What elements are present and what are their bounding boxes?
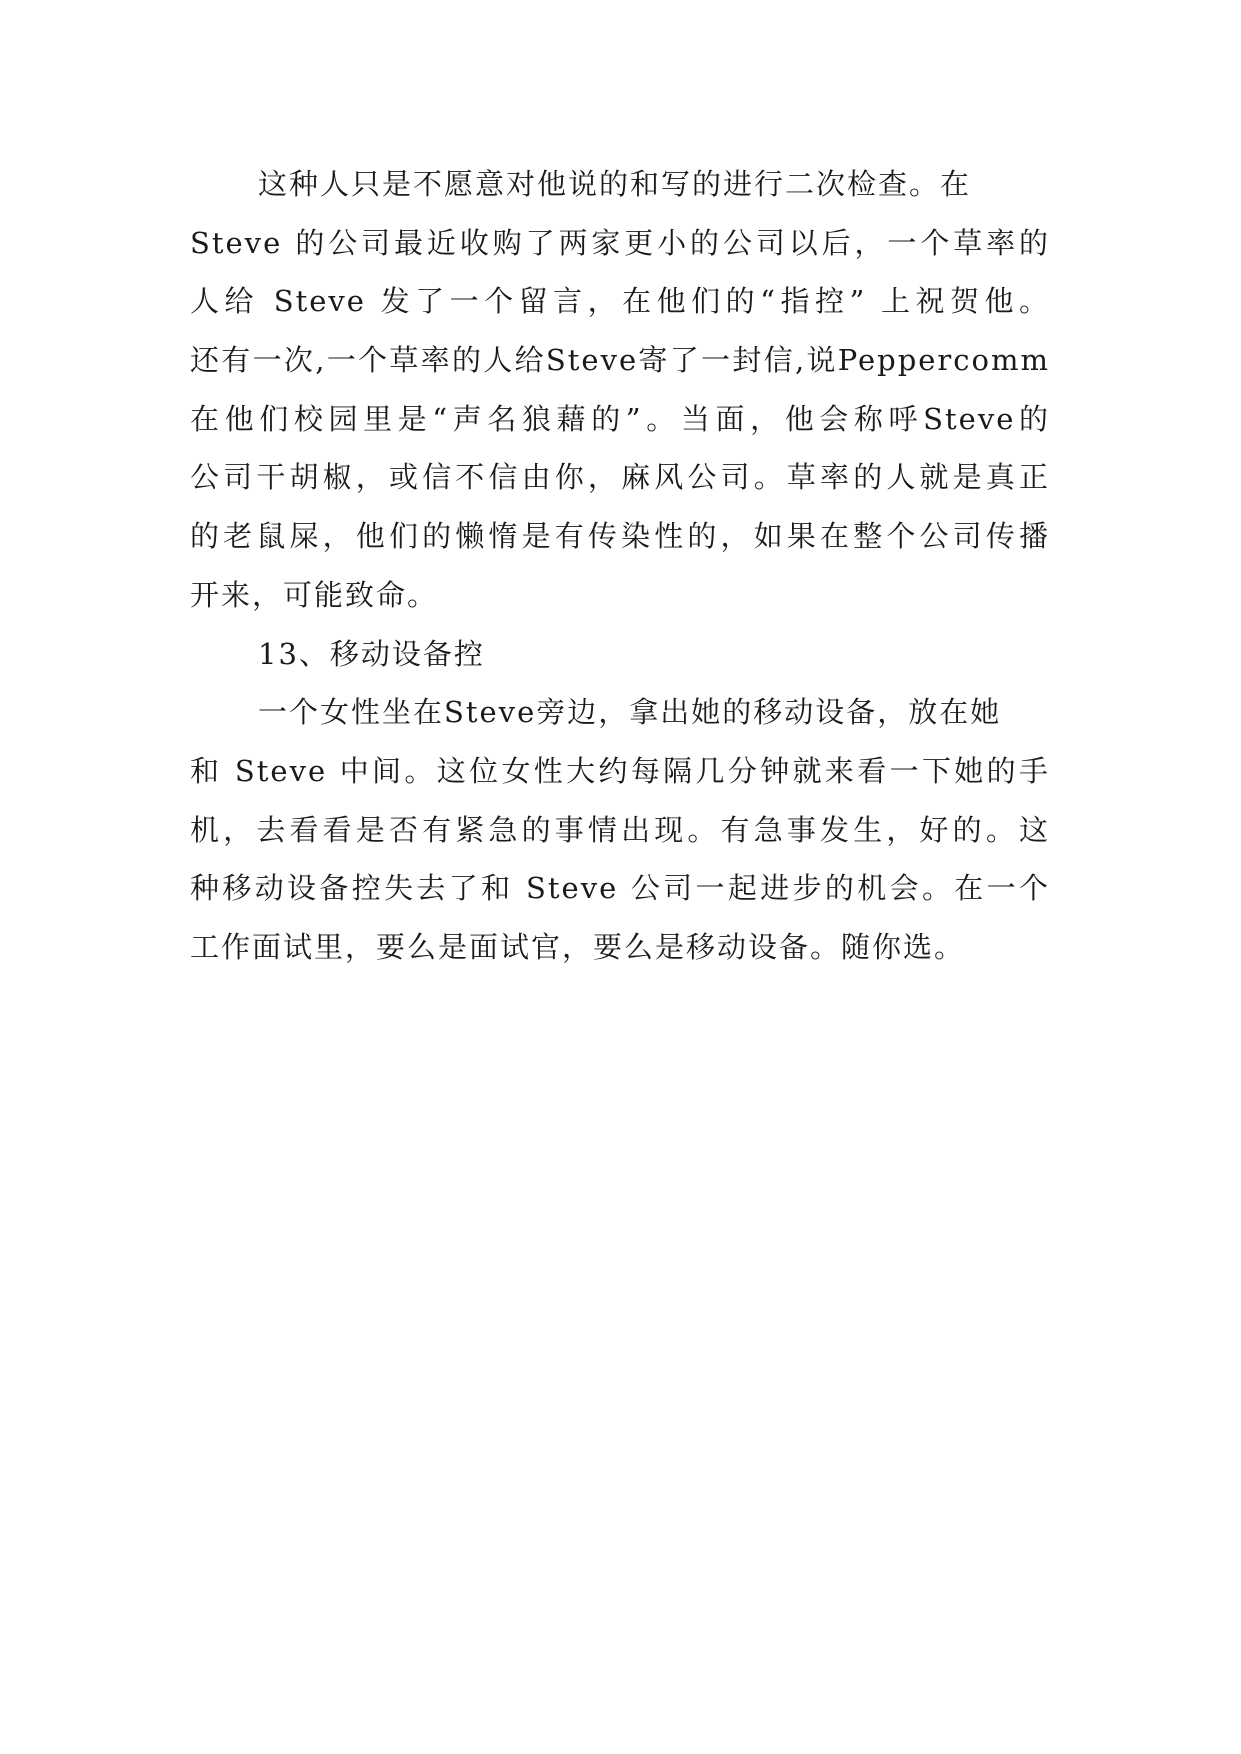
paragraph-2-line: 机，去看看是否有紧急的事情出现。有急事发生，好的。这 xyxy=(190,812,1050,847)
paragraph-1-line: Steve 的公司最近收购了两家更小的公司以后，一个草率的 xyxy=(190,225,1050,260)
paragraph-1-line: 公司干胡椒，或信不信由你，麻风公司。草率的人就是真正 xyxy=(190,460,1050,495)
paragraph-1-line: 这种人只是不愿意对他说的和写的进行二次检查。在 xyxy=(258,167,972,201)
paragraph-1-line: 的老鼠屎，他们的懒惰是有传染性的，如果在整个公司传播 xyxy=(190,519,1050,554)
paragraph-1-line: 在他们校园里是“声名狼藉的”。当面，他会称呼Steve的 xyxy=(190,401,1050,436)
paragraph-1-line: 人给 Steve 发了一个留言，在他们的“指控” 上祝贺他。 xyxy=(190,284,1050,319)
section-heading: 13、移动设备控 xyxy=(258,636,485,671)
paragraph-1-line: 还有一次,一个草率的人给Steve寄了一封信,说Peppercomm xyxy=(190,343,1050,378)
body-text xyxy=(190,155,1050,977)
paragraph-2-line: 工作面试里，要么是面试官，要么是移动设备。随你选。 xyxy=(190,929,966,964)
paragraph-2-line: 一个女性坐在Steve旁边，拿出她的移动设备，放在她 xyxy=(258,695,1002,730)
paragraph-1-line: 开来，可能致命。 xyxy=(190,577,439,612)
paragraph-2-line: 种移动设备控失去了和 Steve 公司一起进步的机会。在一个 xyxy=(190,871,1050,906)
paragraph-2-line: 和 Steve 中间。这位女性大约每隔几分钟就来看一下她的手 xyxy=(190,753,1050,788)
